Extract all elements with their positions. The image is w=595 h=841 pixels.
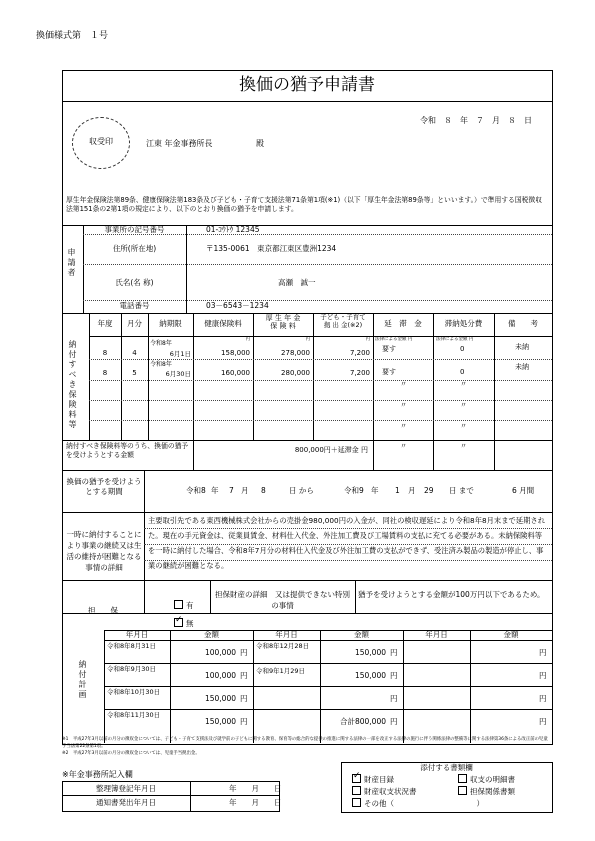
checkbox[interactable] (352, 798, 361, 807)
office-register-value: 年 月 日 (229, 784, 282, 793)
plan-col-date-1: 年月日 (125, 630, 149, 639)
ditto-mark: 〃 (460, 442, 467, 450)
attach-label: 財産収支状況書 (364, 787, 417, 796)
period-from-month: 7 (229, 486, 234, 495)
unit-yen: 円 (390, 694, 398, 703)
plan-col-amount-1: 金額 (204, 630, 219, 639)
ditto-mark: 〃 (400, 380, 407, 388)
plan-r1-amount1: 100,000 (204, 648, 236, 657)
row1-disposal: 0 (460, 345, 465, 353)
plan-r2-amount1: 100,000 (204, 671, 236, 680)
plan-col-date-3: 年月日 (425, 630, 448, 639)
disposal-sub-label: 法律による金額 円 (436, 337, 474, 342)
attach-item-other[interactable] (352, 798, 484, 808)
collateral-yes-checkbox[interactable] (174, 600, 183, 609)
unit-yen: 円 (245, 337, 250, 342)
plan-section-label: 納付計画 (78, 660, 87, 700)
period-from-d-unit: 日 から (289, 486, 314, 495)
unit-yen: 円 (390, 717, 398, 726)
plan-r4-amount1: 150,000 (204, 717, 236, 726)
office-register-label: 整理簿登記年月日 (96, 784, 156, 793)
attach-item-assets[interactable] (352, 774, 394, 784)
receipt-stamp (72, 117, 130, 169)
name-value: 高瀬 誠一 (278, 278, 316, 287)
collateral-yes-option[interactable] (174, 600, 194, 610)
period-to-era: 令和9 (344, 486, 364, 495)
checkbox[interactable] (352, 774, 361, 783)
late-sub-label: 法律による金額 円 (375, 337, 413, 342)
period-to-y-unit: 年 (371, 486, 379, 495)
row1-month: 4 (132, 349, 137, 357)
period-label: 換価の猶予を受けようとする期間 (66, 477, 142, 497)
unit-yen: 円 (390, 648, 398, 657)
attach-item-status[interactable] (352, 786, 417, 796)
row1-child: 7,200 (349, 349, 370, 357)
plan-r3-date1: 令和8年10月30日 (107, 688, 161, 696)
row2-due-era: 令和8年 (150, 361, 172, 368)
col-health: 健康保険料 (204, 319, 242, 328)
office-code-value: 01-ｺｳﾄｳ 12345 (206, 225, 260, 234)
attach-label: 収支の明細書 (470, 775, 515, 784)
application-date: 令和 ８ 年 ７ 月 ８ 日 (420, 116, 532, 125)
plan-r4-date1: 令和8年11月30日 (107, 711, 161, 719)
form-title: 換価の猶予申請書 (239, 75, 375, 95)
phone-value: 03－6543－1234 (206, 301, 269, 310)
unit-yen: 円 (240, 648, 248, 657)
applicant-section-label: 申請者 (67, 248, 76, 278)
plan-r2-amount2: 150,000 (354, 671, 386, 680)
footnote-2: ※2 平成27年3月以前の月分の徴収金については、児童手当拠出金。 (62, 751, 200, 756)
row2-child: 7,200 (349, 369, 370, 377)
period-to-d-unit: 日 まで (449, 486, 474, 495)
checkbox[interactable] (352, 786, 361, 795)
row2-due-date: 6月30日 (165, 370, 191, 378)
footnote-1: ※1 平成27年3月以前の月分の徴収金については、子ども・子育て支援法及び就学前の子どもに関する教育、保育等の総合的な提供の推進に関する法律の一部を改正する法律の施行に伴う関係法律の整備等に関する法律第36条による改正前の児童手当法第22条第1項。 (62, 737, 548, 749)
unit-yen: 円 (390, 671, 398, 680)
collateral-label: 担 保 (88, 606, 118, 615)
row1-health: 158,000 (221, 349, 250, 357)
address-label: 住所(所在地) (112, 244, 157, 253)
plan-r1-date2: 令和8年12月28日 (256, 642, 310, 650)
office-notice-label: 通知書発出年月日 (96, 798, 156, 807)
col-due: 納期限 (159, 319, 182, 328)
row1-late: 要す (382, 345, 396, 353)
unit-yen: 円 (365, 337, 370, 342)
receipt-stamp-label: 収受印 (89, 137, 113, 146)
collateral-no-checkbox[interactable] (174, 618, 183, 627)
col-month: 月分 (127, 319, 142, 328)
premiums-section-label: 納付すべき保険料等 (68, 340, 77, 430)
col-disposal: 滞納処分費 (444, 319, 483, 328)
reason-text: 主要取引先である東西機械株式会社からの売掛金980,000円の入金が、同社の検収遅延により令和8年8月末まで延期された。現在の手元資金は、従業員賃金、材料仕入代金、外注加工費及び工場賃料の支払に充てる必要がある。未納保険料等を一時に納付した場合、令和8年7月分の材料仕入代金及び外注加工費の支払ができず、受注済み製品の製造が停止し、事業の継続が困難となる。 (148, 516, 546, 570)
unit-yen: 円 (539, 648, 547, 657)
col-note: 備 考 (508, 319, 538, 328)
plan-col-amount-3: 金額 (503, 630, 519, 639)
unit-yen: 円 (539, 671, 547, 680)
unit-yen: 円 (240, 671, 248, 680)
ditto-mark: 〃 (460, 422, 467, 430)
ditto-mark: 〃 (460, 401, 467, 409)
period-from-day: 8 (261, 486, 266, 495)
plan-r1-date1: 令和8年8月31日 (107, 642, 157, 650)
period-to-day: 29 (424, 486, 434, 495)
row2-disposal: 0 (460, 368, 465, 376)
unit-yen: 円 (539, 694, 547, 703)
row2-health: 160,000 (221, 369, 250, 377)
phone-label: 電話番号 (119, 301, 150, 310)
address-value: 〒135-0061 東京都江東区豊洲1234 (206, 244, 337, 253)
col-pension: 厚 生 年 金 保 険 料 (265, 314, 301, 331)
plan-r2-date2: 令和9年1月29日 (256, 667, 306, 675)
attach-label: 財産目録 (364, 775, 394, 784)
collateral-detail-label: 担保財産の詳細 又は提供できない特別の事情 (215, 590, 350, 610)
collateral-yes-label: 有 (186, 601, 194, 610)
period-to-m-unit: 月 (408, 486, 416, 495)
total-value: 800,000円＋延滞金 円 (294, 446, 368, 454)
addressee-office: 江東 年金事務所長 (146, 139, 213, 148)
plan-total: 合計800,000 (339, 717, 386, 726)
unit-yen: 円 (240, 717, 248, 726)
reason-label: 一時に納付することにより事業の継続又は生活の維持が困難となる事情の詳細 (66, 530, 142, 572)
collateral-no-option[interactable] (174, 618, 194, 628)
collateral-no-label: 無 (186, 619, 194, 628)
row1-due-era: 令和8年 (150, 340, 172, 347)
attach-item-collateral[interactable] (458, 786, 515, 796)
attach-label: その他（ ） (364, 799, 484, 808)
addressee-suffix: 殿 (256, 139, 264, 148)
ditto-mark: 〃 (400, 442, 407, 450)
row2-year: 8 (102, 369, 108, 377)
unit-yen: 円 (305, 337, 310, 342)
row2-pension: 280,000 (281, 369, 310, 377)
plan-r2-date1: 令和8年9月30日 (107, 665, 157, 673)
row1-note: 未納 (515, 343, 529, 351)
col-child: 子ども・子育て 拠 出 金(※2) (320, 313, 366, 329)
name-label: 氏名(名 称) (115, 278, 154, 287)
office-code-label: 事業所の記号番号 (104, 225, 165, 234)
attach-item-income[interactable] (458, 774, 515, 784)
attach-label: 担保関係書類 (470, 787, 515, 796)
ditto-mark: 〃 (400, 401, 407, 409)
period-from-era: 令和8 (186, 486, 206, 495)
plan-r1-amount2: 150,000 (354, 648, 386, 657)
plan-col-amount-2: 金額 (354, 630, 369, 639)
row2-month: 5 (132, 369, 137, 377)
period-from-y-unit: 年 (211, 486, 219, 495)
col-year: 年度 (97, 319, 113, 328)
checkbox[interactable] (458, 774, 467, 783)
period-from-m-unit: 月 (241, 486, 249, 495)
form-number: 換価様式第 １号 (36, 31, 109, 41)
unit-yen: 円 (539, 717, 547, 726)
office-notice-value: 年 月 日 (229, 798, 282, 807)
row2-note: 未納 (515, 363, 529, 371)
ditto-mark: 〃 (400, 422, 407, 430)
checkbox[interactable] (458, 786, 467, 795)
row1-pension: 278,000 (281, 349, 310, 357)
row2-late: 要す (382, 368, 396, 376)
period-months: 6 月間 (512, 486, 535, 495)
row1-year: 8 (102, 349, 108, 357)
period-to-month: 1 (395, 486, 400, 495)
unit-yen: 円 (240, 694, 248, 703)
row1-due-date: 6月1日 (169, 350, 191, 358)
collateral-detail-text: 猶予を受けようとする金額が100万円以下であるため。 (358, 590, 545, 599)
total-label: 納付すべき保険料等のうち、換価の猶予を受けようとする金額 (66, 442, 189, 459)
col-late: 延 滞 金 (384, 319, 422, 328)
office-use-title: ※年金事務所記入欄 (62, 770, 133, 779)
intro-text: 厚生年金保険法第89条、健康保険法第183条及び子ども・子育て支援法第71条第1項(※1)（以下「厚生年金法第89条等」といいます。）で準用する国税徴収法第151条の2第1項の規定により、以下のとおり換価の猶予を申請します。 (66, 196, 543, 214)
attachments-title: 添付する書類欄 (420, 763, 473, 772)
plan-col-date-2: 年月日 (275, 630, 298, 639)
ditto-mark: 〃 (460, 380, 467, 388)
plan-r3-amount1: 150,000 (204, 694, 236, 703)
